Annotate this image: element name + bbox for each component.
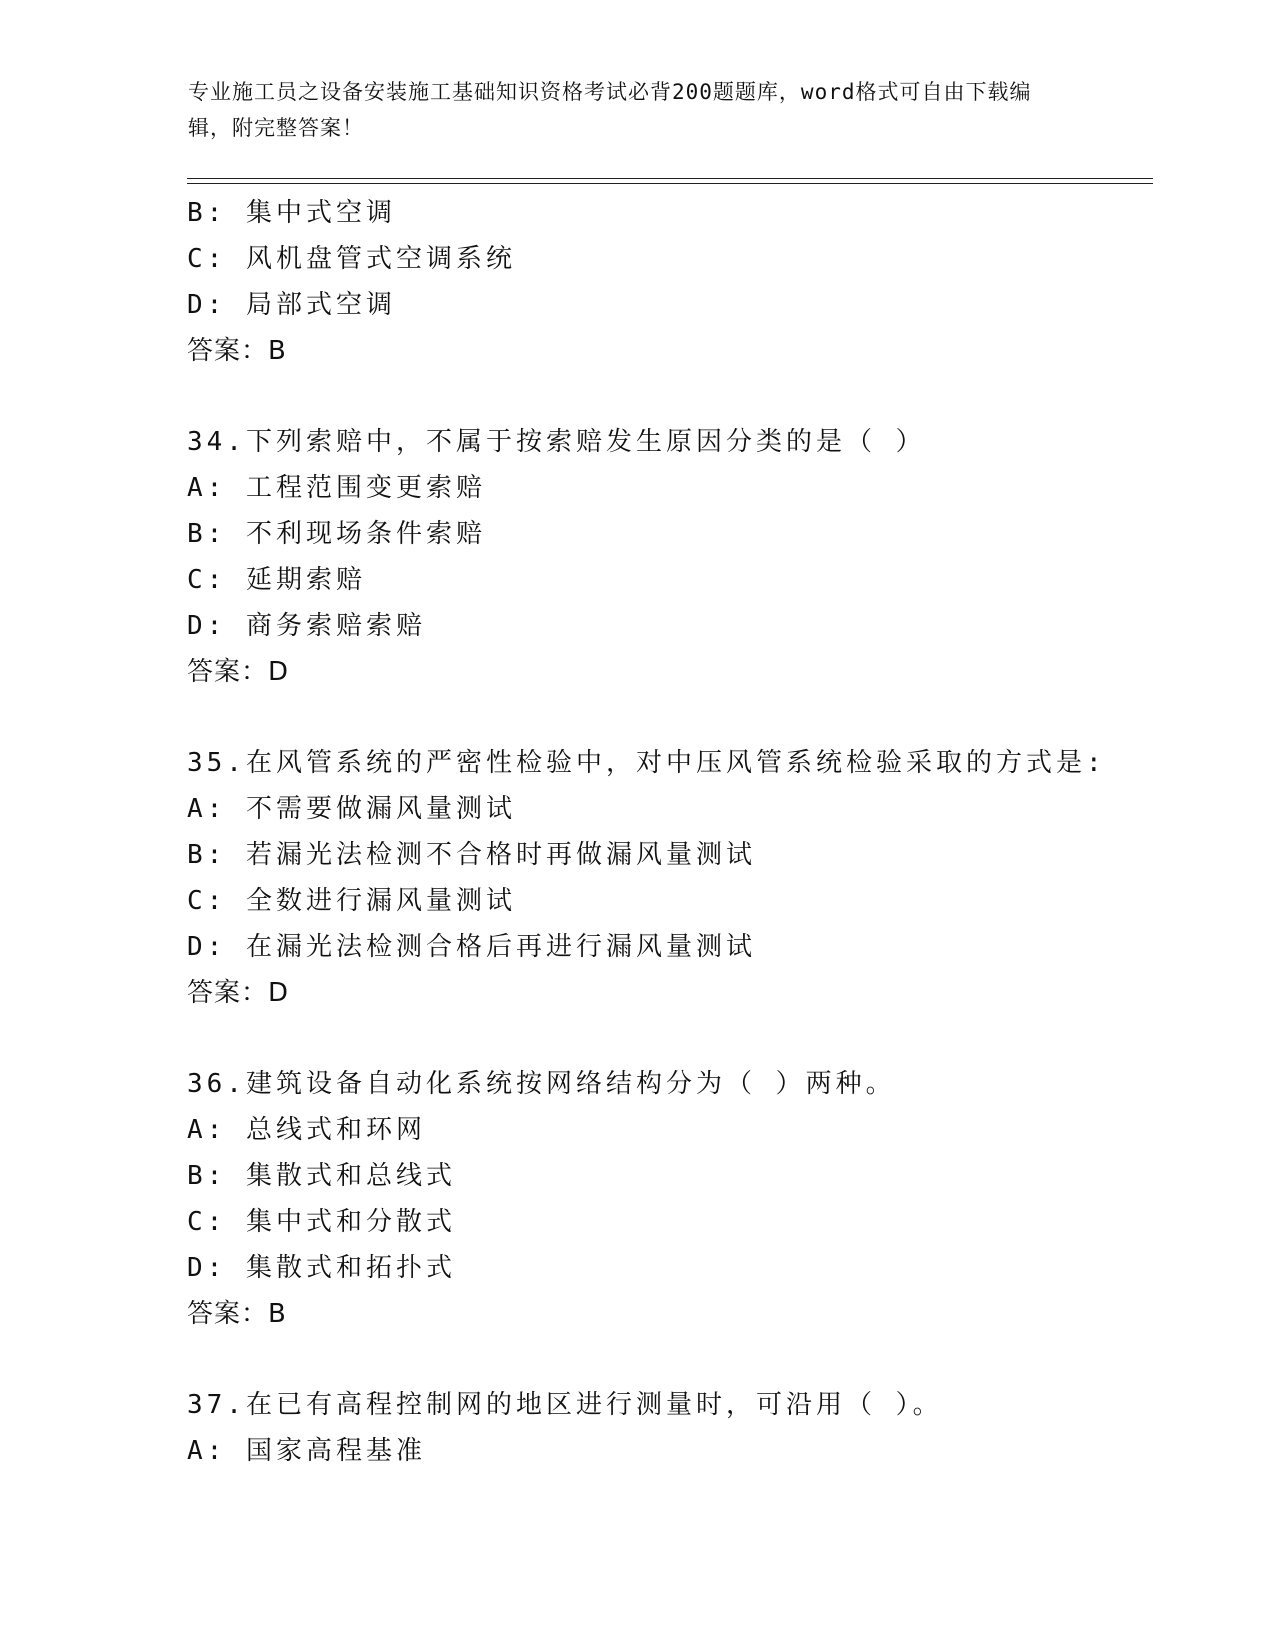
option-b: B: 若漏光法检测不合格时再做漏风量测试 [187,840,756,870]
option-c: C: 风机盘管式空调系统 [187,244,516,274]
header-divider [187,178,1153,179]
question-list [187,190,1153,1474]
question-stem: 34.下列索赔中，不属于按索赔发生原因分类的是（ ） [187,427,926,457]
option-a: A: 工程范围变更索赔 [187,473,486,503]
question-stem: 36.建筑设备自动化系统按网络结构分为（ ）两种。 [187,1069,896,1099]
answer-line: 答案：B [187,336,287,366]
option-d: D: 商务索赔索赔 [187,611,426,641]
option-b: B: 集散式和总线式 [187,1161,456,1191]
document-title: 专业施工员之设备安装施工基础知识资格考试必背200题题库，word格式可自由下载编辑，附完整答案！ [188,80,1032,140]
option-b: B: 集中式空调 [187,198,396,228]
question-stem: 35.在风管系统的严密性检验中，对中压风管系统检验采取的方式是: [187,748,1106,778]
question-36 [187,1061,1153,1337]
option-b: B: 不利现场条件索赔 [187,519,486,549]
option-d: D: 局部式空调 [187,290,396,320]
question-33-continued [187,190,1153,374]
option-c: C: 全数进行漏风量测试 [187,886,516,916]
option-a: A: 国家高程基准 [187,1436,426,1466]
option-c: C: 延期索赔 [187,565,366,595]
option-c: C: 集中式和分散式 [187,1207,456,1237]
document-header [188,74,1068,146]
answer-line: 答案：D [187,657,290,687]
question-37 [187,1382,1153,1474]
question-35 [187,740,1153,1016]
question-34 [187,419,1153,695]
question-stem: 37.在已有高程控制网的地区进行测量时，可沿用（ ）。 [187,1390,943,1420]
option-d: D: 集散式和拓扑式 [187,1253,456,1283]
answer-line: 答案：B [187,1299,287,1329]
option-d: D: 在漏光法检测合格后再进行漏风量测试 [187,932,756,962]
option-a: A: 总线式和环网 [187,1115,426,1145]
option-a: A: 不需要做漏风量测试 [187,794,516,824]
answer-line: 答案：D [187,978,290,1008]
header-divider-secondary [187,183,1153,184]
